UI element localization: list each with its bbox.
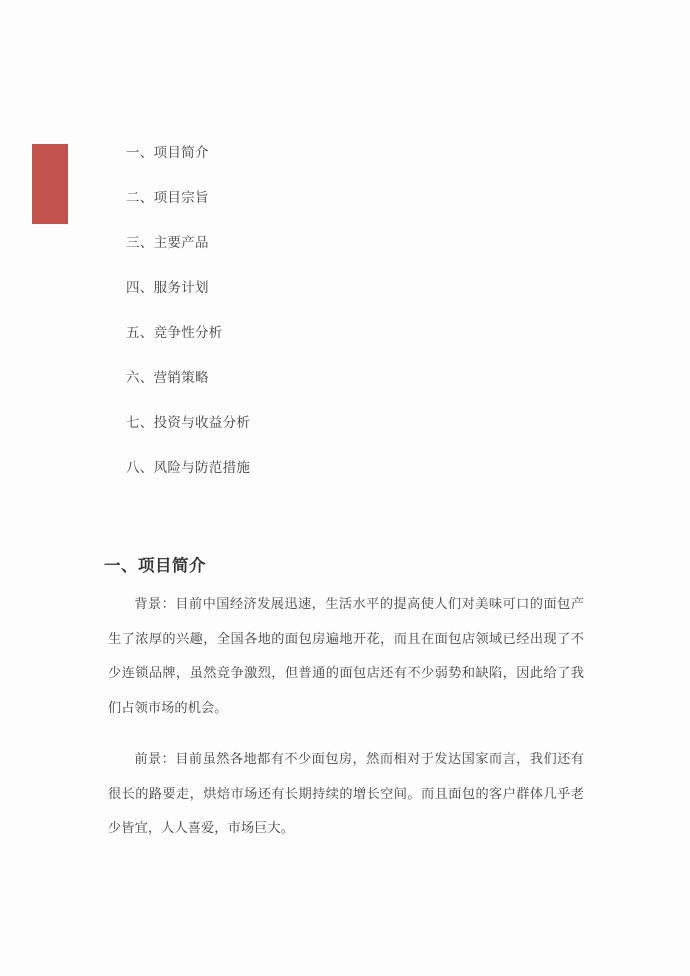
toc-item-2[interactable]: 二、项目宗旨 [126,190,209,205]
toc-item-5[interactable]: 五、竞争性分析 [126,325,223,340]
paragraph-prospect: 前景：目前虽然各地都有不少面包房，然而相对于发达国家而言，我们还有很长的路要走，烘焙市场还有长期持续的增长空间。而且面包的客户群体几乎老少皆宜，人人喜爱，市场巨大。 [108,751,584,835]
toc-item-6[interactable]: 六、营销策略 [126,370,209,385]
paragraph-background: 背景：目前中国经济发展迅速，生活水平的提高使人们对美味可口的面包产生了浓厚的兴趣，全国各地的面包房遍地开花，而且在面包店领域已经出现了不少连锁品牌，虽然竞争激烈，但普通的面包店还有不少弱势和缺陷，因此给了我们占领市场的机会。 [108,596,584,715]
toc-item-1[interactable]: 一、项目简介 [126,145,209,160]
toc-item-7[interactable]: 七、投资与收益分析 [126,415,251,430]
toc-item-4[interactable]: 四、服务计划 [126,280,209,295]
section-heading: 一、项目简介 [104,557,206,576]
table-of-contents [126,143,556,478]
red-accent-rectangle [32,144,68,224]
toc-item-3[interactable]: 三、主要产品 [126,235,209,250]
body-copy [108,587,584,846]
toc-item-8[interactable]: 八、风险与防范措施 [126,460,251,475]
